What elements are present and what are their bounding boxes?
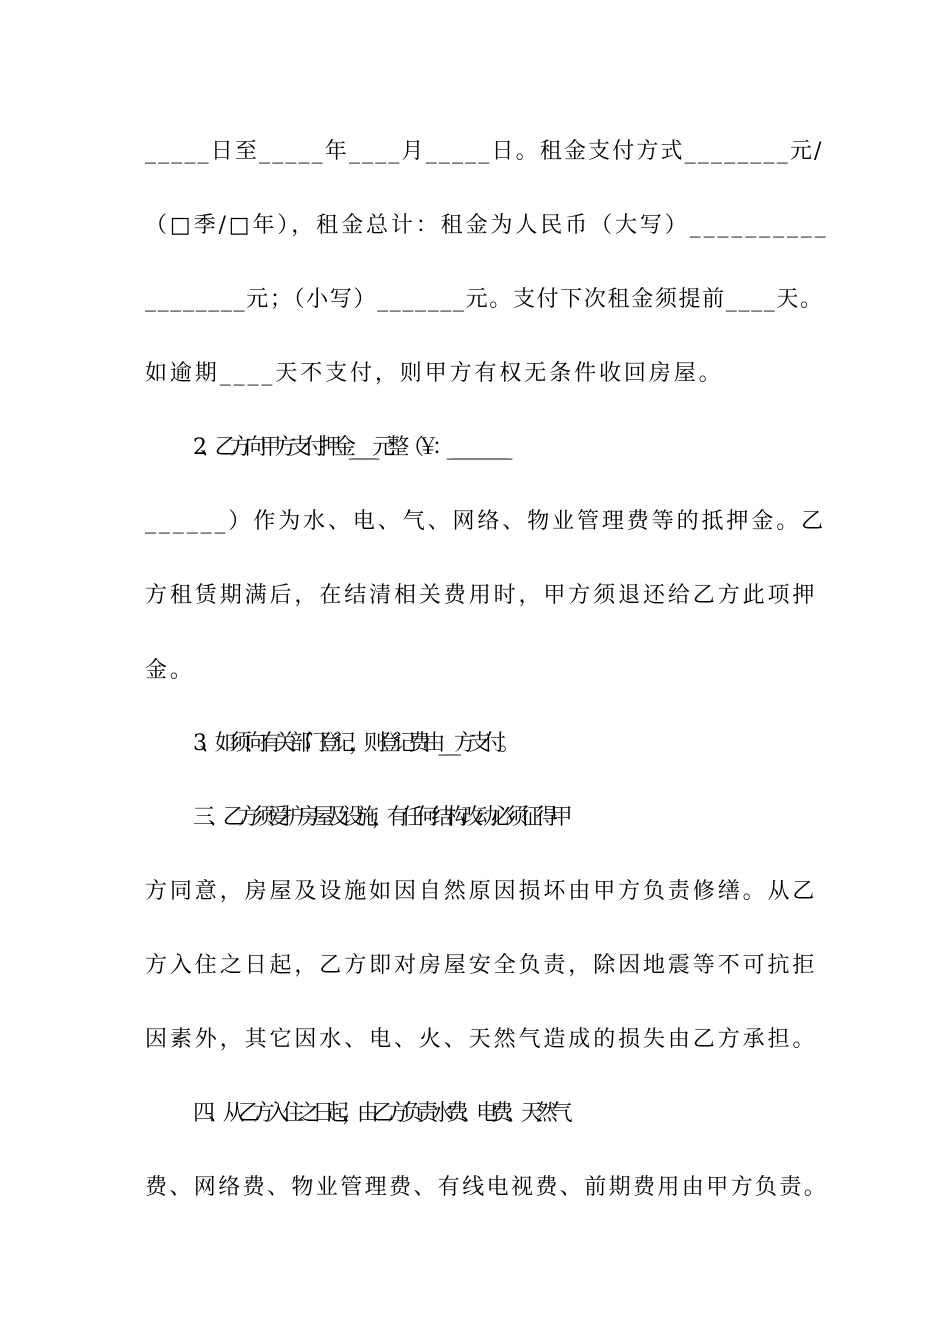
text-line: 四、从乙方入住之日起，由乙方负责水费、电费、天然气	[193, 1101, 566, 1126]
text-line: 方租赁期满后，在结清相关费用时，甲方须退还给乙方此项押	[145, 583, 818, 608]
text-line: 金。	[145, 658, 195, 683]
text-line: 因素外，其它因水、电、火、天然气造成的损失由乙方承担。	[145, 1027, 818, 1052]
text-line: 方入住之日起，乙方即对房屋安全负责，除因地震等不可抗拒	[145, 953, 818, 978]
text-line: 三、乙方须爱护房屋及设施，有任何结构改动必须征得甲	[193, 805, 566, 830]
text-line: ______）作为水、电、气、网络、物业管理费等的抵押金。乙	[145, 509, 827, 534]
text-line: _____日至_____年____月_____日。租金支付方式________元/	[145, 139, 824, 164]
text-line: 如逾期____天不支付，则甲方有权无条件收回房屋。	[145, 361, 724, 386]
text-line: 3、如须向有关部门登记，则登记费由____方支付。	[193, 731, 514, 756]
text-line: ________元；（小写）_______元。支付下次租金须提前____天。	[145, 287, 824, 312]
text-line: 2、乙方向甲方支付押金______元整（￥：_______________	[193, 435, 506, 460]
text-line: （□季/□年），租金总计：租金为人民币（大写）__________	[145, 213, 829, 238]
text-line: 费、网络费、物业管理费、有线电视费、前期费用由甲方负责。	[145, 1175, 829, 1200]
text-line: 方同意，房屋及设施如因自然原因损坏由甲方负责修缮。从乙	[145, 879, 818, 904]
